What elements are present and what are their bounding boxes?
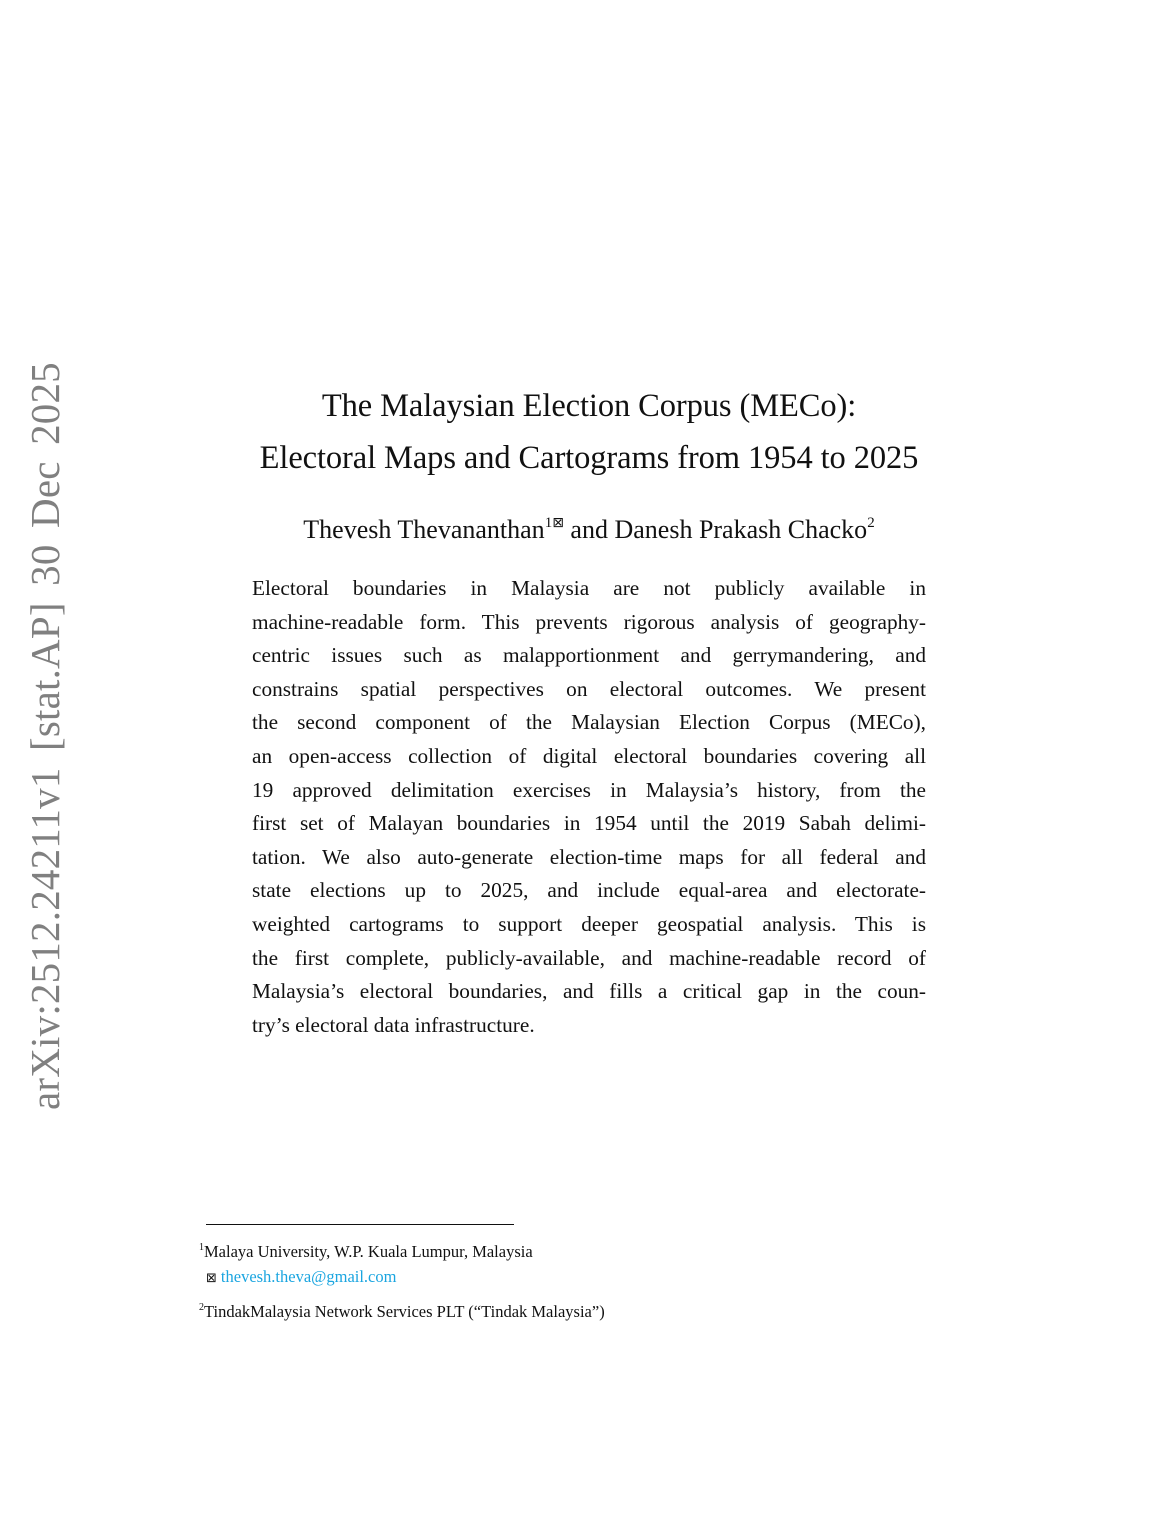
footnote-affiliation-1 <box>199 1240 605 1264</box>
footnote-mark: 1 <box>199 1242 204 1253</box>
footnote-divider <box>206 1224 514 1225</box>
affiliation-mark: 2 <box>867 515 875 531</box>
footnote-text: Malaya University, W.P. Kuala Lumpur, Malaysia <box>204 1242 533 1261</box>
abstract <box>252 572 926 1042</box>
title-line-1: The Malaysian Election Corpus (MECo): <box>321 388 857 424</box>
abstract-line: the second component of the Malaysian Election Corpus (MECo), <box>252 710 926 735</box>
footnote-email-row <box>199 1265 605 1291</box>
author-joiner: and <box>563 515 615 544</box>
arxiv-identifier-stamp: arXiv:2512.24211v1 [stat.AP] 30 Dec 2025 <box>22 362 68 1110</box>
footnote-mark: 2 <box>199 1302 204 1313</box>
footnotes <box>199 1240 605 1324</box>
footnote-affiliation-2 <box>199 1300 605 1324</box>
author-name: Danesh Prakash Chacko <box>614 515 868 544</box>
affiliation-mark: 1⊠ <box>544 515 564 531</box>
abstract-line: machine-readable form. This prevents rigorous analysis of geography- <box>252 609 926 634</box>
abstract-line: an open-access collection of digital electoral boundaries covering all <box>252 743 926 768</box>
abstract-line: first set of Malayan boundaries in 1954 until the 2019 Sabah delimi- <box>252 811 926 836</box>
paper-title <box>252 380 926 484</box>
email-link[interactable]: thevesh.theva@gmail.com <box>220 1267 397 1286</box>
title-line-2: Electoral Maps and Cartograms from 1954 to 2025 <box>259 440 919 476</box>
abstract-line: the first complete, publicly-available, and machine-readable record of <box>252 945 926 970</box>
author-name: Thevesh Thevananthan <box>303 515 545 544</box>
abstract-line: tation. We also auto-generate election-time maps for all federal and <box>252 844 926 869</box>
abstract-line: try’s electoral data infrastructure. <box>252 1012 535 1037</box>
abstract-line: Electoral boundaries in Malaysia are not publicly available in <box>252 576 926 600</box>
footnote-text: TindakMalaysia Network Services PLT (“Tindak Malaysia”) <box>204 1302 605 1321</box>
envelope-icon: ⊠ <box>552 515 564 531</box>
envelope-icon: ⊠ <box>206 1271 217 1286</box>
abstract-line: weighted cartograms to support deeper geospatial analysis. This is <box>252 911 926 936</box>
abstract-line: 19 approved delimitation exercises in Malaysia’s history, from the <box>252 777 926 802</box>
abstract-line: state elections up to 2025, and include equal-area and electorate- <box>252 878 926 903</box>
abstract-line: centric issues such as malapportionment and gerrymandering, and <box>252 643 926 668</box>
abstract-line: constrains spatial perspectives on electoral outcomes. We present <box>252 676 926 701</box>
author-list <box>252 510 926 550</box>
abstract-line: Malaysia’s electoral boundaries, and fills a critical gap in the coun- <box>252 979 926 1004</box>
